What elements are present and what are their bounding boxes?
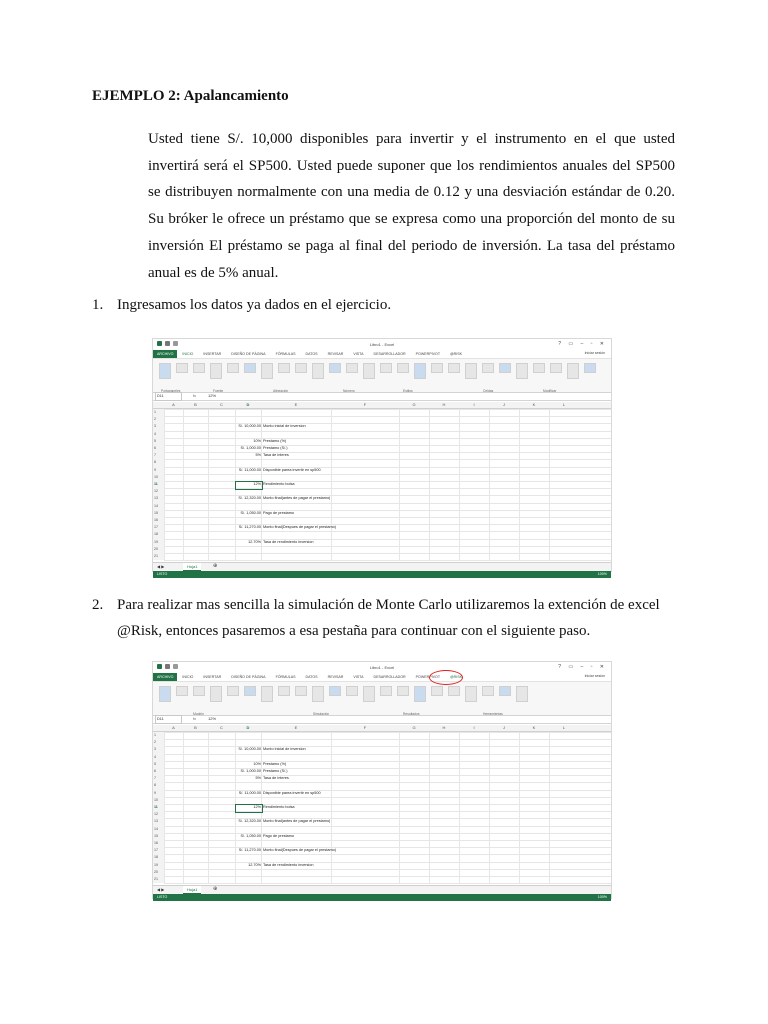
cell-e[interactable]: Rendimiento bolsa	[263, 482, 295, 486]
ribbon-button-icon[interactable]	[516, 363, 528, 379]
ribbon-button-icon[interactable]	[499, 363, 511, 373]
cell-d[interactable]: S/. 11,270.00	[238, 525, 261, 530]
cell-d[interactable]: S/. 10,000.00	[238, 424, 261, 429]
row-label[interactable]: 3	[154, 747, 156, 752]
column-label[interactable]: B	[194, 402, 197, 407]
ribbon-button-icon[interactable]	[227, 686, 239, 696]
row-label[interactable]: 4	[154, 431, 156, 436]
sign-in-link[interactable]: Iniciar sesión	[584, 674, 605, 678]
row-label[interactable]: 18	[154, 532, 158, 537]
problem-statement: Usted tiene S/. 10,000 disponibles para invertir y el instrumento en el que usted invertirá será el SP500. Usted puede suponer que los rendimientos anuales del SP500 se distribuyen normalmente con una media de 0.12 y una desviación estándar de 0.20. Su bróker le ofrece un préstamo que se expresa como una proporción del monto de su inversión El préstamo se paga al final del periodo de inversión. La tasa del préstamo anual es de 5% anual.	[148, 131, 675, 281]
grid-line	[459, 732, 460, 883]
grid-line	[331, 409, 332, 560]
cell-e[interactable]: Monto inicial de inversion	[263, 747, 306, 752]
ribbon-button-icon[interactable]	[397, 363, 409, 373]
ribbon-button-icon[interactable]	[346, 686, 358, 696]
column-label[interactable]: G	[412, 402, 416, 407]
sheet-nav-icon[interactable]: ◀ ▶	[157, 564, 165, 570]
ribbon-button-icon[interactable]	[193, 686, 205, 696]
ribbon-button-icon[interactable]	[159, 363, 171, 379]
row-label[interactable]: 7	[154, 453, 156, 458]
column-label[interactable]: C	[220, 402, 223, 407]
row-label[interactable]: 1	[154, 410, 156, 414]
ribbon-button-icon[interactable]	[346, 363, 358, 373]
grid-line	[183, 409, 184, 560]
row-label[interactable]: 11	[154, 482, 158, 486]
column-label[interactable]: A	[172, 725, 175, 730]
grid-line	[549, 409, 550, 560]
cell-e[interactable]: Monto final(antes de pagar el prestamo)	[263, 819, 331, 824]
column-label[interactable]: F	[363, 725, 367, 730]
ribbon-button-icon[interactable]	[244, 363, 256, 373]
cell-d[interactable]: S/. 11,270.00	[238, 848, 261, 853]
cell-d[interactable]: 10%	[253, 761, 261, 766]
ribbon-group-label: Portapapeles	[161, 389, 181, 393]
tab-0[interactable]: INICIO	[182, 675, 194, 679]
sheet-nav-icon[interactable]: ◀ ▶	[157, 887, 165, 893]
cell-d[interactable]: 12.70%	[248, 539, 261, 544]
cell-e[interactable]: Tasa de interes	[263, 776, 289, 781]
ribbon-button-icon[interactable]	[261, 363, 273, 379]
list-text: Para realizar mas sencilla la simulación de Monte Carlo utilizaremos la extención de excel	[117, 597, 660, 613]
cell-e[interactable]: Tasa de rendimiento inversion	[263, 862, 314, 867]
formula-input[interactable]: 12%	[208, 393, 217, 398]
cell-d[interactable]: 12.70%	[248, 862, 261, 867]
column-label[interactable]: E	[294, 402, 298, 407]
cell-e[interactable]: Prestamo (%)	[263, 761, 287, 766]
ribbon-button-icon[interactable]	[533, 363, 545, 373]
risk-tab-highlight	[429, 670, 463, 685]
row-label[interactable]: 2	[154, 417, 156, 422]
row-label[interactable]: 13	[154, 819, 158, 824]
ribbon-button-icon[interactable]	[278, 686, 290, 696]
ribbon-group-label: Número	[343, 389, 355, 393]
row-label[interactable]: 11	[154, 805, 158, 809]
cell-d[interactable]: 10%	[253, 438, 261, 443]
row-label[interactable]: 15	[154, 833, 158, 838]
cell-d[interactable]: S/. 1,000.00	[240, 769, 261, 773]
ribbon-button-icon[interactable]	[482, 363, 494, 373]
column-label[interactable]: D	[246, 725, 250, 730]
ribbon-group-label: Estilos	[403, 389, 413, 393]
grid-line	[164, 782, 611, 783]
ribbon-button-icon[interactable]	[363, 363, 375, 379]
ribbon-button-icon[interactable]	[312, 363, 324, 379]
column-label[interactable]: B	[194, 725, 197, 730]
ribbon-button-icon[interactable]	[295, 686, 307, 696]
tab-5[interactable]: REVISAR	[327, 352, 344, 356]
grid-line	[164, 797, 611, 798]
ribbon-group-label: Herramientas	[483, 712, 503, 716]
list-text: Ingresamos los datos ya dados en el ejercicio.	[117, 297, 392, 313]
grid-line	[164, 840, 611, 841]
ribbon-button-icon[interactable]	[261, 686, 273, 702]
grid-line	[429, 409, 430, 560]
ribbon-button-icon[interactable]	[465, 686, 477, 702]
ribbon	[153, 681, 611, 716]
row-label[interactable]: 9	[154, 790, 156, 795]
column-header	[153, 725, 611, 732]
grid-line	[164, 883, 611, 884]
list-number: 2.	[92, 597, 104, 613]
title-bar	[153, 662, 611, 673]
grid-line	[208, 732, 209, 883]
grid-line	[208, 409, 209, 560]
ribbon-button-icon[interactable]	[278, 363, 290, 373]
grid-line	[164, 431, 611, 432]
grid-line	[164, 754, 611, 755]
ribbon-button-icon[interactable]	[431, 686, 443, 696]
column-header	[153, 402, 611, 409]
fx-icon[interactable]: fx	[193, 393, 197, 398]
grid-line	[164, 546, 611, 547]
ribbon-button-icon[interactable]	[193, 363, 205, 373]
tab-4[interactable]: DATOS	[305, 352, 318, 356]
grid-line	[331, 732, 332, 883]
cell-e[interactable]: Prestamo (S/.)	[263, 446, 288, 450]
cell-e[interactable]: Disponible parea invertir en sp500	[263, 790, 321, 795]
column-label[interactable]: K	[532, 402, 536, 407]
tab-9[interactable]: @RISK	[450, 675, 463, 679]
ribbon-button-icon[interactable]	[414, 363, 426, 379]
row-label[interactable]: 8	[154, 460, 156, 465]
grid-line	[164, 732, 611, 733]
column-label[interactable]: H	[442, 402, 446, 407]
name-box[interactable]: D11	[155, 392, 182, 401]
ribbon-button-icon[interactable]	[176, 686, 188, 696]
tab-6[interactable]: VISTA	[353, 675, 364, 679]
ribbon-button-icon[interactable]	[176, 363, 188, 373]
row-label[interactable]: 18	[154, 855, 158, 860]
grid-line	[164, 409, 165, 560]
grid-line	[519, 409, 520, 560]
row-label[interactable]: 21	[154, 554, 158, 558]
tab-2[interactable]: DISEÑO DE PÁGINA	[231, 352, 266, 356]
row-label[interactable]: 10	[154, 797, 158, 802]
grid-line	[549, 732, 550, 883]
row-label[interactable]: 10	[154, 474, 158, 479]
cell-e[interactable]: Monto final(Despues de pagar el prestamo)	[263, 525, 337, 530]
row-label[interactable]: 16	[154, 841, 158, 845]
grid-line	[489, 732, 490, 883]
grid-line	[164, 854, 611, 855]
cell-d[interactable]: S/. 1,000.00	[240, 446, 261, 450]
ribbon-group-label: Resultados	[403, 712, 420, 716]
zoom-level[interactable]: 100%	[597, 572, 607, 577]
cell-d[interactable]: 5%	[255, 776, 261, 781]
ribbon-button-icon[interactable]	[227, 363, 239, 373]
ribbon-button-icon[interactable]	[397, 686, 409, 696]
cell-d[interactable]: S/. 11,000.00	[238, 790, 261, 795]
sheet-tabs-bar	[153, 885, 611, 894]
window-controls[interactable]: ? ▭ – ▫ ✕	[558, 341, 607, 347]
row-label[interactable]: 17	[154, 525, 158, 530]
column-label[interactable]: A	[172, 402, 175, 407]
tab-6[interactable]: VISTA	[353, 352, 364, 356]
cell-d[interactable]: S/. 12,320.00	[238, 819, 261, 824]
tab-7[interactable]: DESARROLLADOR	[373, 675, 406, 679]
formula-input[interactable]: 12%	[208, 716, 217, 721]
row-label[interactable]: 12	[154, 489, 158, 494]
grid-line	[164, 474, 611, 475]
column-label[interactable]: I	[473, 725, 475, 730]
zoom-level[interactable]: 100%	[597, 895, 607, 900]
sign-in-link[interactable]: Iniciar sesión	[584, 351, 605, 355]
ribbon-group-label: Simulación	[313, 712, 330, 716]
ribbon-button-icon[interactable]	[516, 686, 528, 702]
name-box[interactable]: D11	[155, 715, 182, 724]
row-label[interactable]: 19	[154, 862, 158, 867]
status-bar	[153, 894, 611, 901]
cell-d[interactable]: S/. 12,320.00	[238, 496, 261, 501]
sheet-tab[interactable]: Hoja1	[183, 886, 201, 895]
cell-d[interactable]: 12%	[253, 805, 261, 809]
grid-line	[164, 553, 611, 554]
column-label[interactable]: F	[363, 402, 367, 407]
cell-d[interactable]: S/. 10,000.00	[238, 747, 261, 752]
ribbon-button-icon[interactable]	[584, 363, 596, 373]
column-label[interactable]: E	[294, 725, 298, 730]
row-label[interactable]: 21	[154, 877, 158, 881]
ribbon-button-icon[interactable]	[431, 363, 443, 373]
ribbon-button-icon[interactable]	[465, 363, 477, 379]
grid-line	[164, 459, 611, 460]
window-title: Libro1 - Excel	[369, 342, 395, 347]
selected-cell[interactable]	[235, 481, 263, 490]
cell-d[interactable]: S/. 1,050.00	[240, 510, 261, 515]
grid-line	[164, 416, 611, 417]
tab-9[interactable]: @RISK	[450, 352, 463, 356]
grid-line	[164, 876, 611, 877]
ribbon-tabs	[153, 350, 611, 358]
row-label[interactable]: 12	[154, 812, 158, 817]
column-label[interactable]: H	[442, 725, 446, 730]
row-label[interactable]: 1	[154, 733, 156, 737]
add-sheet-icon[interactable]: ⊕	[213, 563, 218, 570]
grid-line	[164, 488, 611, 489]
grid-line	[164, 811, 611, 812]
grid-line	[399, 409, 400, 560]
ribbon-group-label: Modelo	[193, 712, 204, 716]
ribbon-button-icon[interactable]	[210, 363, 222, 379]
column-label[interactable]: J	[503, 402, 505, 407]
column-label[interactable]: J	[503, 725, 505, 730]
excel-screenshot-home	[152, 338, 612, 577]
row-label[interactable]: 8	[154, 783, 156, 788]
tab-0[interactable]: INICIO	[182, 352, 194, 356]
ribbon-button-icon[interactable]	[159, 686, 171, 702]
row-label[interactable]: 6	[154, 769, 156, 773]
tab-1[interactable]: INSERTAR	[203, 352, 222, 356]
grid-line	[164, 517, 611, 518]
grid-line	[429, 732, 430, 883]
grid-line	[164, 560, 611, 561]
tab-3[interactable]: FÓRMULAS	[275, 352, 296, 356]
formula-bar	[153, 392, 611, 401]
cell-d[interactable]: S/. 1,050.00	[240, 833, 261, 838]
cell-e[interactable]: Pago de prestamo	[263, 510, 295, 515]
ribbon-button-icon[interactable]	[244, 686, 256, 696]
excel-screenshot-risk	[152, 661, 612, 899]
ribbon-button-icon[interactable]	[363, 686, 375, 702]
cell-e[interactable]: Tasa de rendimiento inversion	[263, 539, 314, 544]
section-heading: EJEMPLO 2: Apalancamiento	[92, 88, 289, 104]
ribbon-group-label: Modificar	[543, 389, 557, 393]
ribbon-button-icon[interactable]	[380, 363, 392, 373]
column-label[interactable]: L	[562, 402, 566, 407]
sheet-tabs-bar	[153, 562, 611, 571]
ribbon-button-icon[interactable]	[482, 686, 494, 696]
fx-icon[interactable]: fx	[193, 716, 197, 721]
grid-line	[164, 739, 611, 740]
column-label[interactable]: C	[220, 725, 223, 730]
ribbon-button-icon[interactable]	[567, 363, 579, 379]
cell-e[interactable]: Rendimiento bolsa	[263, 805, 295, 809]
row-label[interactable]: 3	[154, 424, 156, 429]
cell-e[interactable]: Monto final(Despues de pagar el prestamo)	[263, 848, 337, 853]
cell-d[interactable]: S/. 11,000.00	[238, 467, 261, 472]
ribbon-button-icon[interactable]	[210, 686, 222, 702]
row-label[interactable]: 14	[154, 826, 158, 831]
cell-e[interactable]: Monto inicial de inversion	[263, 424, 306, 429]
status-text: LISTO	[157, 895, 168, 900]
status-bar	[153, 571, 611, 578]
add-sheet-icon[interactable]: ⊕	[213, 886, 218, 893]
row-label[interactable]: 5	[154, 438, 156, 443]
column-label[interactable]: D	[246, 402, 250, 407]
tab-2[interactable]: DISEÑO DE PÁGINA	[231, 675, 266, 679]
row-label[interactable]: 20	[154, 869, 158, 874]
ribbon-button-icon[interactable]	[414, 686, 426, 702]
tab-7[interactable]: DESARROLLADOR	[373, 352, 406, 356]
grid-line	[164, 732, 165, 883]
cell-e[interactable]: Pago de prestamo	[263, 833, 295, 838]
row-label[interactable]: 14	[154, 503, 158, 508]
cell-e[interactable]: Tasa de interes	[263, 453, 289, 458]
row-label[interactable]: 9	[154, 467, 156, 472]
status-text: LISTO	[157, 572, 168, 577]
ribbon-button-icon[interactable]	[380, 686, 392, 696]
ribbon-group-label: Fuente	[213, 389, 224, 393]
grid-line	[164, 531, 611, 532]
tab-8[interactable]: POWERPIVOT	[415, 352, 441, 356]
sheet-tab[interactable]: Hoja1	[183, 563, 201, 572]
grid-line	[183, 732, 184, 883]
row-label[interactable]: 20	[154, 546, 158, 551]
tab-8[interactable]: POWERPIVOT	[415, 675, 441, 679]
grid-line	[164, 409, 611, 410]
row-label[interactable]: 19	[154, 539, 158, 544]
grid-line	[164, 503, 611, 504]
tab-file[interactable]: ARCHIVO	[153, 673, 177, 681]
grid-line	[519, 732, 520, 883]
cell-d[interactable]: 12%	[253, 482, 261, 486]
window-controls[interactable]: ? ▭ – ▫ ✕	[558, 664, 607, 670]
cell-e[interactable]: Monto final(antes de pagar el prestamo)	[263, 496, 331, 501]
ribbon-button-icon[interactable]	[499, 686, 511, 696]
ribbon-button-icon[interactable]	[448, 686, 460, 696]
grid-line	[164, 826, 611, 827]
ribbon-group-label: Alineación	[273, 389, 289, 393]
ribbon-button-icon[interactable]	[312, 686, 324, 702]
grid-line	[459, 409, 460, 560]
row-label[interactable]: 2	[154, 740, 156, 745]
tab-4[interactable]: DATOS	[305, 675, 318, 679]
list-number: 1.	[92, 297, 104, 313]
grid-line	[489, 409, 490, 560]
row-label[interactable]: 6	[154, 446, 156, 450]
ribbon-button-icon[interactable]	[329, 363, 341, 373]
column-label[interactable]: G	[412, 725, 416, 730]
ribbon-button-icon[interactable]	[329, 686, 341, 696]
tab-file[interactable]: ARCHIVO	[153, 350, 177, 358]
grid-line	[399, 732, 400, 883]
row-label[interactable]: 16	[154, 518, 158, 522]
grid-line	[164, 869, 611, 870]
selected-cell[interactable]	[235, 804, 263, 813]
column-label[interactable]: K	[532, 725, 536, 730]
cell-d[interactable]: 5%	[255, 453, 261, 458]
ribbon-button-icon[interactable]	[448, 363, 460, 373]
row-label[interactable]: 4	[154, 754, 156, 759]
ribbon-tabs	[153, 673, 611, 681]
row-label[interactable]: 13	[154, 496, 158, 501]
row-label[interactable]: 7	[154, 776, 156, 781]
cell-e[interactable]: Prestamo (S/.)	[263, 769, 288, 773]
cell-e[interactable]: Disponible parea invertir en sp500	[263, 467, 321, 472]
column-label[interactable]: L	[562, 725, 566, 730]
list-text-continued: @Risk, entonces pasaremos a esa pestaña para continuar con el siguiente paso.	[117, 623, 591, 639]
row-label[interactable]: 15	[154, 510, 158, 515]
tab-5[interactable]: REVISAR	[327, 675, 344, 679]
tab-1[interactable]: INSERTAR	[203, 675, 222, 679]
ribbon-button-icon[interactable]	[295, 363, 307, 373]
ribbon-group-label: Celdas	[483, 389, 494, 393]
ribbon-button-icon[interactable]	[550, 363, 562, 373]
tab-3[interactable]: FÓRMULAS	[275, 675, 296, 679]
cell-e[interactable]: Prestamo (%)	[263, 438, 287, 443]
ribbon	[153, 358, 611, 393]
title-bar	[153, 339, 611, 350]
formula-bar	[153, 715, 611, 724]
row-label[interactable]: 5	[154, 761, 156, 766]
window-title: Libro1 - Excel	[369, 665, 395, 670]
row-label[interactable]: 17	[154, 848, 158, 853]
column-label[interactable]: I	[473, 402, 475, 407]
